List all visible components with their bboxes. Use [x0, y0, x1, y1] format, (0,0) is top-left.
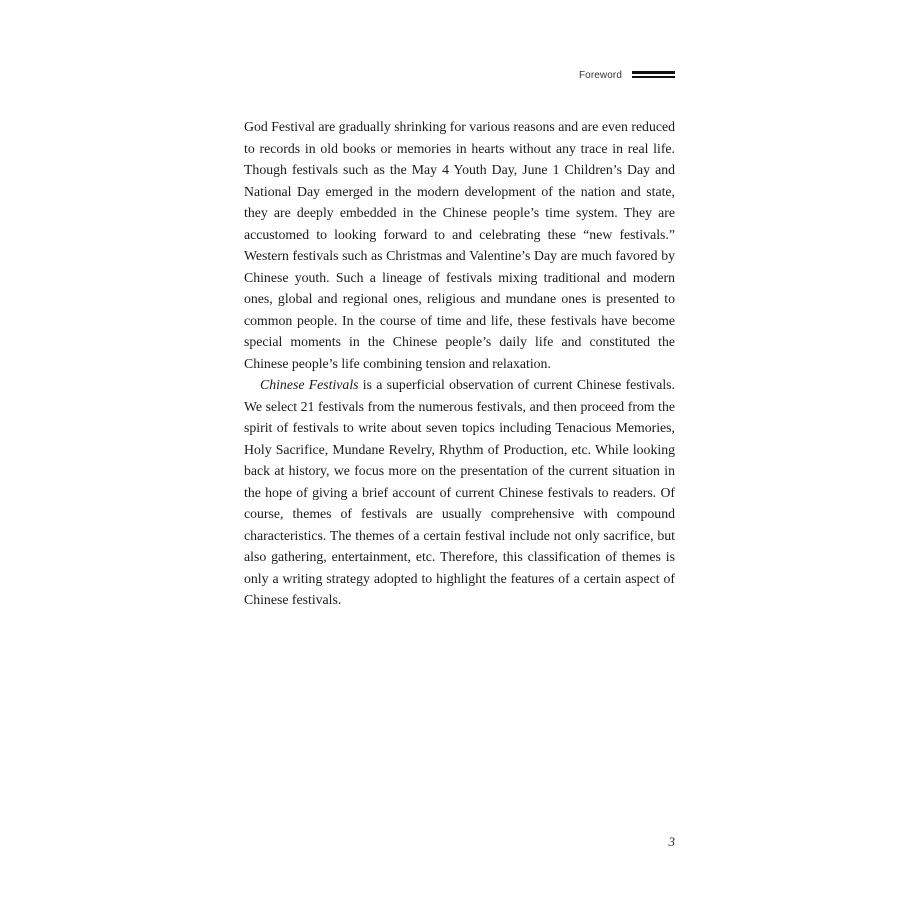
page-number: 3: [668, 834, 675, 849]
section-title: Foreword: [578, 69, 622, 81]
body-text: [244, 116, 675, 611]
header-rule: [632, 71, 675, 79]
running-header: [520, 67, 675, 83]
book-title: Chinese Festivals: [260, 377, 359, 392]
paragraph-2-text: is a superficial observation of current Chinese festivals. We select 21 festivals from the numerous festivals, and then proceed from the spirit of festivals to write about seven topics including Tenacious Memories, Holy Sacrifice, Mundane Revelry, Rhythm of Production, etc. While looking back at history, we focus more on the presentation of the current situation in the hope of giving a brief account of current Chinese festivals to readers. Of course, themes of festivals are usually comprehensive with compound characteristics. The themes of a certain festival include not only sacrifice, but also gathering, entertainment, etc. Therefore, this classification of themes is only a writing strategy adopted to highlight the features of a certain aspect of Chinese festivals.: [244, 377, 675, 607]
paragraph-2: [244, 374, 675, 611]
paragraph-1: God Festival are gradually shrinking for various reasons and are even reduced to records in old books or memories in hearts without any trace in real life. Though festivals such as the May 4 Youth Day, June 1 Children’s Day and National Day emerged in the modern development of the nation and state, they are deeply embedded in the Chinese people’s time system. They are accustomed to looking forward to and celebrating these “new festivals.” Western festivals such as Christmas and Valentine’s Day are much favored by Chinese youth. Such a lineage of festivals mixing traditional and modern ones, global and regional ones, religious and mundane ones is presented to common people. In the course of time and life, these festivals have become special moments in the Chinese people’s daily life and constituted the Chinese people’s life combining tension and relaxation.: [244, 119, 676, 371]
